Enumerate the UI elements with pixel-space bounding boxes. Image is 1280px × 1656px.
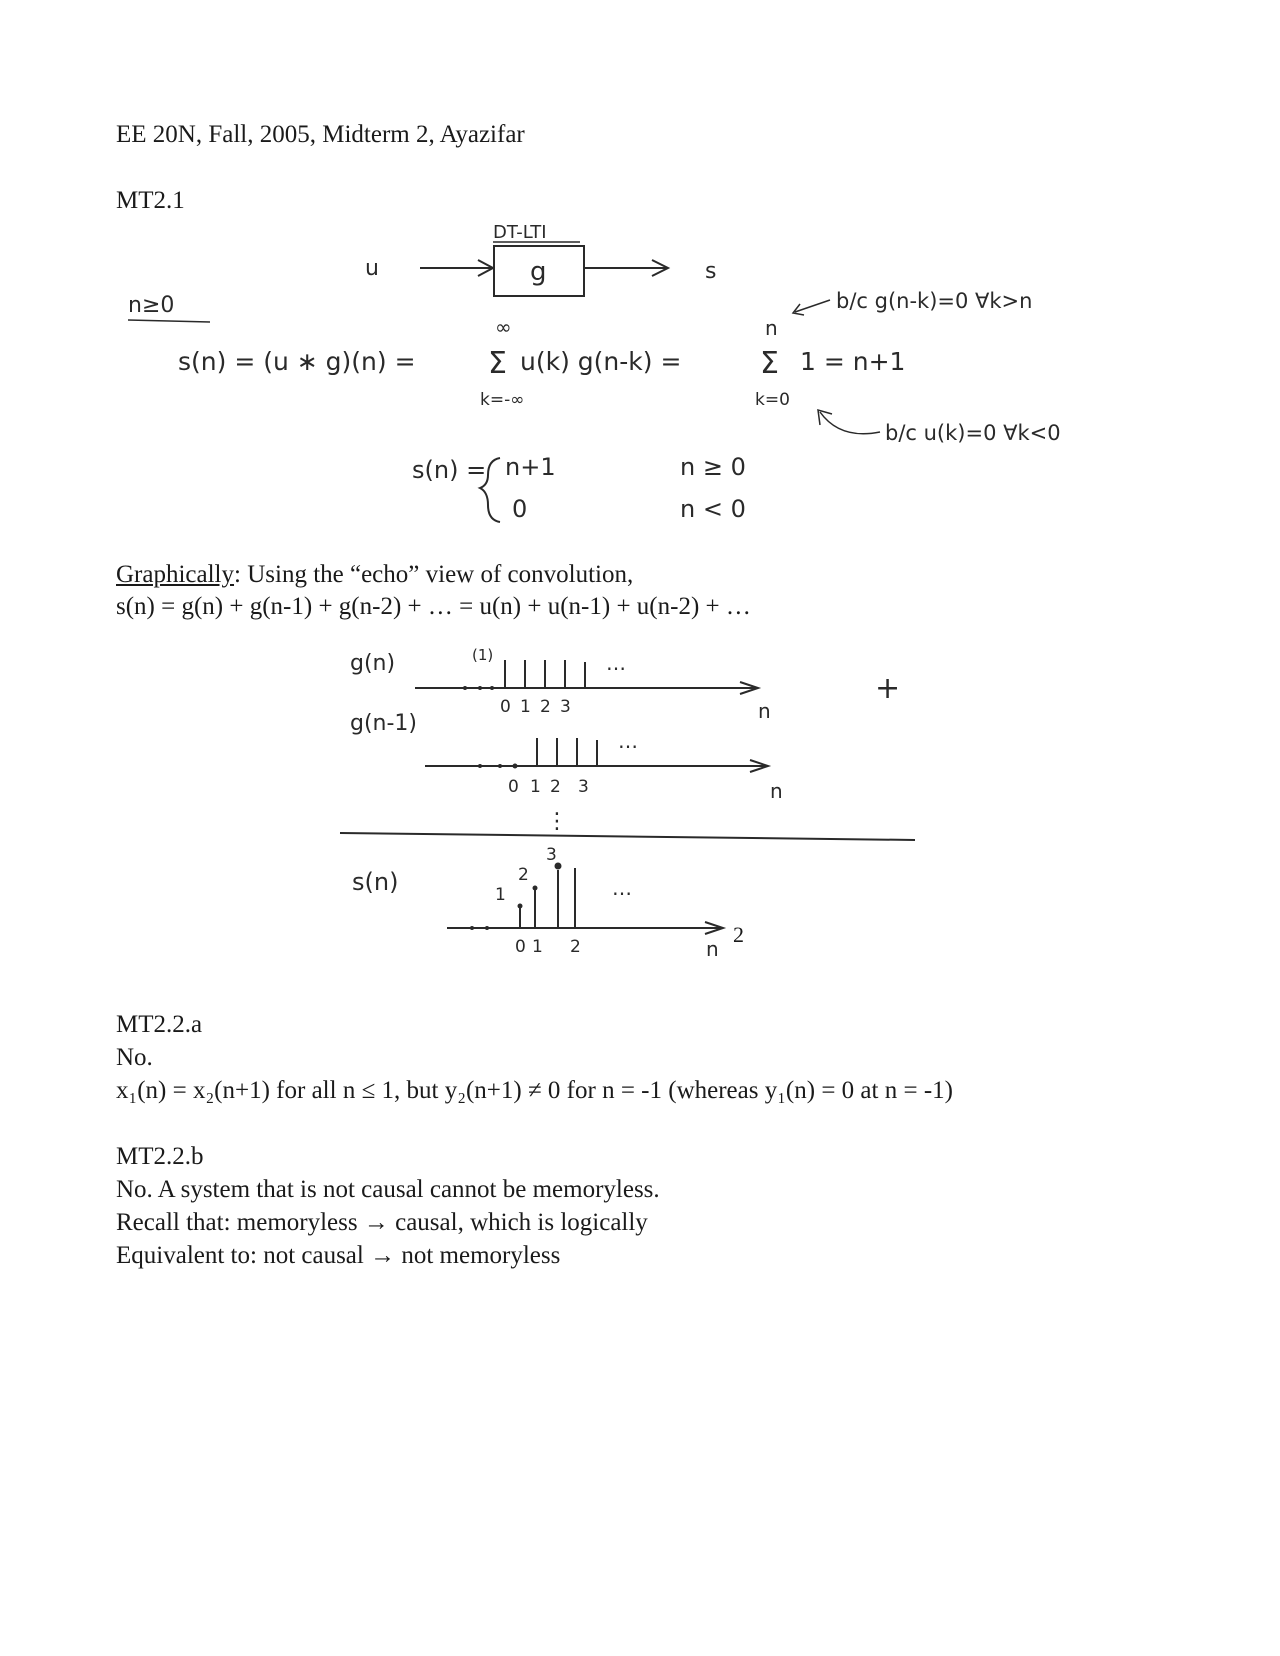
g-continuation-dots: … bbox=[606, 651, 626, 675]
case2-value: 0 bbox=[512, 495, 528, 523]
block-diagram-and-derivation bbox=[0, 210, 1280, 550]
sum2-symbol: Σ bbox=[760, 346, 779, 381]
graphically-line bbox=[116, 560, 633, 590]
s-tick-0: 0 bbox=[515, 937, 526, 957]
sum1-upper-limit: ∞ bbox=[495, 315, 512, 339]
s-value-1: 1 bbox=[495, 885, 506, 905]
mt2-2b-line-1: No. A system that is not causal cannot be memoryless. bbox=[116, 1176, 660, 1203]
system-box-label: g bbox=[530, 257, 547, 287]
sum-divider-line bbox=[340, 833, 915, 840]
mt2-2a-explanation: x₁(n) = x₂(n+1) for all n ≤ 1, but y₂(n+1) ≠ 0 for n = -1 (whereas y₁(n) = 0 at n = -1) bbox=[116, 1077, 953, 1104]
s-continuation-dots: … bbox=[612, 876, 632, 900]
s-tick-1: 1 bbox=[532, 937, 543, 957]
result-lhs: s(n) = bbox=[412, 456, 487, 484]
mt2-2b-line-3: Equivalent to: not causal → not memoryless bbox=[116, 1242, 561, 1269]
g1-tick-0: 0 bbox=[508, 777, 519, 797]
section-heading-mt2-2b: MT2.2.b bbox=[116, 1143, 204, 1170]
annotation-g-zero: b/c g(n-k)=0 ∀k>n bbox=[836, 289, 1033, 313]
g-amplitude-label: (1) bbox=[472, 646, 494, 664]
g-tick-1: 1 bbox=[520, 697, 531, 717]
s-value-2: 2 bbox=[518, 865, 529, 885]
section-heading-mt2-1: MT2.1 bbox=[116, 187, 185, 214]
annotation-u-zero: b/c u(k)=0 ∀k<0 bbox=[885, 421, 1061, 445]
g-tick-3: 3 bbox=[560, 697, 571, 717]
g-shifted-plot-label: g(n-1) bbox=[350, 711, 418, 736]
mt2-2a-answer: No. bbox=[116, 1044, 153, 1071]
document-title: EE 20N, Fall, 2005, Midterm 2, Ayazifar bbox=[116, 121, 525, 148]
section-heading-mt2-2a: MT2.2.a bbox=[116, 1011, 203, 1038]
sum1-symbol: Σ bbox=[488, 346, 507, 381]
g-shifted-stems bbox=[537, 738, 597, 766]
g-plot-label: g(n) bbox=[350, 651, 396, 676]
g1-tick-3: 3 bbox=[578, 777, 589, 797]
g-tick-0: 0 bbox=[500, 697, 511, 717]
page-number: 2 bbox=[733, 922, 744, 947]
g1-tick-2: 2 bbox=[550, 777, 561, 797]
g1-axis-n: n bbox=[770, 779, 783, 803]
system-type-label: DT-LTI bbox=[493, 222, 547, 243]
graphically-text: : Using the “echo” view of convolution, bbox=[234, 561, 634, 588]
echo-sum-equation: s(n) = g(n) + g(n-1) + g(n-2) + … = u(n) + u(n-1) + u(n-2) + … bbox=[116, 593, 751, 620]
sum1-lower-limit: k=-∞ bbox=[480, 390, 525, 410]
s-tick-2: 2 bbox=[570, 937, 581, 957]
g1-tick-1: 1 bbox=[530, 777, 541, 797]
g-stems bbox=[505, 660, 585, 688]
sum2-upper-limit: n bbox=[765, 316, 778, 340]
sum1-body: u(k) g(n-k) = bbox=[520, 347, 682, 376]
sum2-body: 1 = n+1 bbox=[800, 347, 906, 376]
vertical-ellipsis: ⋮ bbox=[546, 809, 568, 834]
graphically-label: Graphically bbox=[116, 561, 235, 588]
convolution-lhs: s(n) = (u ∗ g)(n) = bbox=[178, 347, 416, 376]
case1-value: n+1 bbox=[505, 453, 556, 481]
sum2-lower-limit: k=0 bbox=[755, 390, 790, 410]
plus-sign: + bbox=[875, 671, 901, 706]
input-signal-label: u bbox=[365, 256, 379, 281]
output-signal-label: s bbox=[705, 259, 717, 284]
g-axis-n: n bbox=[758, 699, 771, 723]
echo-stem-plots bbox=[0, 630, 1280, 970]
s-value-3: 3 bbox=[546, 845, 557, 865]
condition-n-nonneg: n≥0 bbox=[128, 293, 175, 318]
g-tick-2: 2 bbox=[540, 697, 551, 717]
case2-condition: n < 0 bbox=[680, 495, 746, 523]
mt2-2b-line-2: Recall that: memoryless → causal, which is logically bbox=[116, 1209, 648, 1236]
s-axis-n: n bbox=[706, 937, 719, 961]
s-plot-label: s(n) bbox=[352, 868, 399, 896]
case1-condition: n ≥ 0 bbox=[680, 453, 746, 481]
g1-continuation-dots: … bbox=[618, 729, 638, 753]
